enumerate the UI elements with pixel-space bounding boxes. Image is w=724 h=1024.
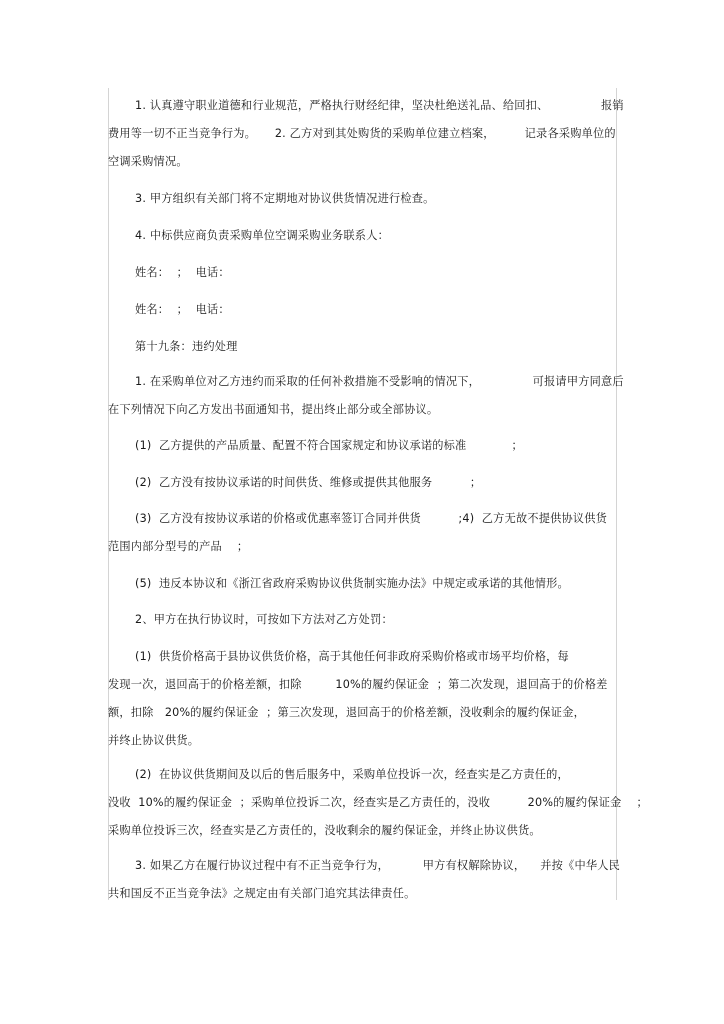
text-line: 并终止协议供货。 bbox=[108, 734, 200, 747]
text-line: 空调采购情况。 bbox=[108, 155, 188, 168]
text-line: 2、甲方在执行协议时，可按如下方法对乙方处罚： bbox=[135, 613, 393, 626]
text-line: 在下列情况下向乙方发出书面通知书，提出终止部分或全部协议。 bbox=[108, 403, 439, 416]
right-margin-line bbox=[616, 88, 617, 900]
text-line: (3) 乙方没有按协议承诺的价格或优惠率签订合同并供货 ;4) 乙方无故不提供协议供货 bbox=[135, 512, 608, 525]
text-line: (1) 供货价格高于县协议供货价格，高于其他任何非政府采购价格或市场平均价格，每 bbox=[135, 650, 569, 663]
text-line: 范围内部分型号的产品 ； bbox=[108, 540, 249, 553]
contact-line: 姓名： ； 电话： bbox=[135, 266, 230, 279]
contact-line: 姓名： ； 电话： bbox=[135, 303, 230, 316]
text-line: (5) 违反本协议和《浙江省政府采购协议供货制实施办法》中规定或承诺的其他情形。 bbox=[135, 577, 569, 590]
text-line: 发现一次，退回高于的价格差额，扣除 10%的履约保证金 ；第二次发现，退回高于的价格差 bbox=[108, 678, 608, 691]
text-line: 没收 10%的履约保证金 ；采购单位投诉二次，经查实是乙方责任的，没收 20%的履约保证金 ； bbox=[108, 796, 648, 809]
text-line: 额，扣除 20%的履约保证金 ；第三次发现，退回高于的价格差额，没收剩余的履约保证金， bbox=[108, 706, 585, 719]
text-line: 共和国反不正当竞争法》之规定由有关部门追究其法律责任。 bbox=[108, 887, 416, 900]
text-line: 3. 如果乙方在履行协议过程中有不正当竞争行为， 甲方有权解除协议， 并按《中华人民 bbox=[135, 859, 621, 872]
text-line: 4. 中标供应商负责采购单位空调采购业务联系人： bbox=[135, 229, 389, 242]
text-line: (2) 在协议供货期间及以后的售后服务中，采购单位投诉一次，经查实是乙方责任的， bbox=[135, 768, 569, 781]
text-line: 费用等一切不正当竞争行为。 2. 乙方对到其处购货的采购单位建立档案， 记录各采购单位的 bbox=[108, 127, 616, 140]
text-line: 3. 甲方组织有关部门将不定期地对协议供货情况进行检查。 bbox=[135, 192, 435, 205]
text-line: (2) 乙方没有按协议承诺的时间供货、维修或提供其他服务 ； bbox=[135, 476, 482, 489]
section-heading: 第十九条：违约处理 bbox=[135, 340, 238, 353]
text-line: (1) 乙方提供的产品质量、配置不符合国家规定和协议承诺的标准 ； bbox=[135, 439, 523, 452]
text-line: 1. 在采购单位对乙方违约而采取的任何补救措施不受影响的情况下， 可报请甲方同意后 bbox=[135, 375, 624, 388]
text-line: 1. 认真遵守职业道德和行业规范，严格执行财经纪律，坚决杜绝送礼品、给回扣、 报销 bbox=[135, 99, 624, 112]
left-margin-line bbox=[108, 88, 109, 900]
text-line: 采购单位投诉三次，经查实是乙方责任的，没收剩余的履约保证金，并终止协议供货。 bbox=[108, 824, 541, 837]
